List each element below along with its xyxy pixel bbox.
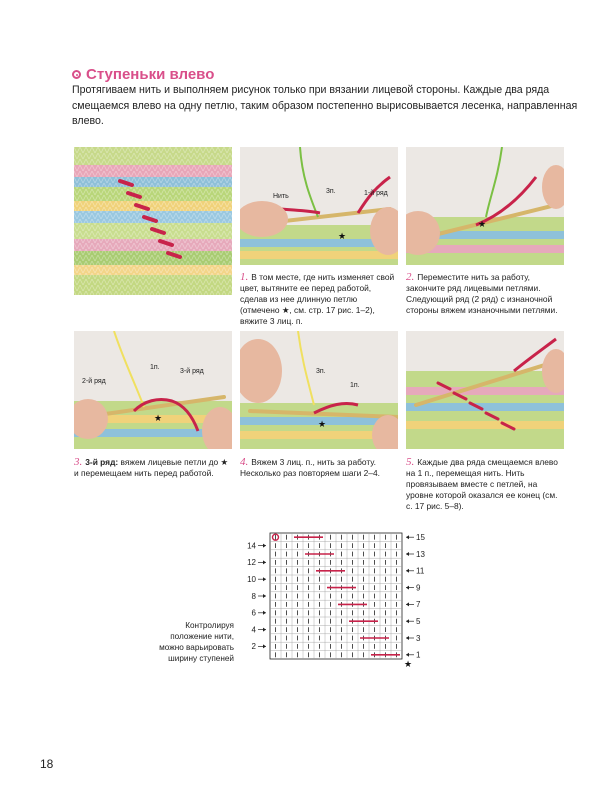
row-label-left: 2 xyxy=(251,642,256,652)
label-row-1: 1-й ряд xyxy=(364,190,388,197)
arrow-head-icon xyxy=(406,602,409,606)
arrow-head-icon xyxy=(406,535,409,539)
row-label-right: 7 xyxy=(416,600,421,610)
page-number: 18 xyxy=(40,757,54,771)
knitting-chart xyxy=(236,530,436,670)
arrow-head-icon xyxy=(406,586,409,590)
star-icon: ★ xyxy=(338,231,347,241)
photo-step-4 xyxy=(240,331,398,449)
step-3-caption: 3. 3-й ряд: вяжем лицевые петли до ★ и перемещаем нить перед работой. xyxy=(74,456,228,478)
row-label-left: 12 xyxy=(247,558,256,568)
photo-step-3 xyxy=(74,331,232,449)
photo-finished-ladder xyxy=(74,147,232,295)
star-icon: ★ xyxy=(404,659,413,669)
row-label-right: 15 xyxy=(416,533,425,542)
arrow-head-icon xyxy=(406,636,409,640)
label-thread: Нить xyxy=(273,193,289,200)
arrow-head-icon xyxy=(263,594,266,598)
arrow-head-icon xyxy=(263,560,266,564)
label-row-2: 2-й ряд xyxy=(82,378,106,385)
label-row-3: 3-й ряд xyxy=(180,368,204,375)
step-5-caption: 5. Каждые два ряда смещаемся влево на 1 п., перемещая нить. Нить провязываем вместе с петлей, на уровне которой оказался ее конец (см. с. 17 рис. 5–8). xyxy=(406,456,558,511)
arrow-head-icon xyxy=(263,544,266,548)
arrow-head-icon xyxy=(406,569,409,573)
row-label-right: 1 xyxy=(416,650,421,660)
step-4-caption: 4. Вяжем 3 лиц. п., нить за работу. Несколько раз повторяем шаги 2–4. xyxy=(240,456,380,478)
label-3-loops: 3п. xyxy=(316,368,326,375)
star-icon: ★ xyxy=(478,219,487,229)
row-label-left: 4 xyxy=(251,625,256,635)
row-label-left: 14 xyxy=(247,541,256,551)
row-label-right: 11 xyxy=(416,566,425,576)
arrow-head-icon xyxy=(263,628,266,632)
label-1-loop: 1п. xyxy=(350,382,360,389)
row-label-left: 10 xyxy=(247,575,256,584)
section-title xyxy=(72,66,214,83)
photo-step-5 xyxy=(406,331,564,449)
section-intro: Протягиваем нить и выполняем рисунок только при вязании лицевой стороны. Каждые два ряда смещаемся влево на одну петлю, таким образом постепенно вырисовывается лесенка, направленная влево. xyxy=(72,84,578,127)
photo-step-1 xyxy=(240,147,398,265)
bullet-icon xyxy=(72,70,81,79)
star-icon: ★ xyxy=(154,413,163,423)
arrow-head-icon xyxy=(406,552,409,556)
row-label-right: 9 xyxy=(416,583,421,593)
arrow-head-icon xyxy=(406,653,409,657)
arrow-head-icon xyxy=(263,644,266,648)
label-1-loop: 1п. xyxy=(150,364,160,371)
arrow-head-icon xyxy=(263,577,266,581)
photo-step-2 xyxy=(406,147,564,265)
row-label-right: 13 xyxy=(416,549,425,559)
star-icon: ★ xyxy=(318,419,327,429)
arrow-head-icon xyxy=(406,619,409,623)
label-3-loops: 3п. xyxy=(326,188,336,195)
section-title-text: Ступеньки влево xyxy=(86,66,215,83)
row-label-left: 8 xyxy=(251,591,256,601)
row-label-right: 5 xyxy=(416,617,421,626)
row-label-left: 6 xyxy=(251,608,256,618)
step-1-caption: 1. В том месте, где нить изменяет свой цвет, вытяните ее перед работой, сделав из нее длинную петлю (отмечено ★, см. стр. 17 рис. 1–2), вяжите 3 лиц. п. xyxy=(240,271,395,326)
row-label-right: 3 xyxy=(416,633,421,643)
step-2-caption: 2. Переместите нить за работу, закончите ряд лицевыми петлями. Следующий ряд (2 ряд) с изнаночной стороны вяжем изнаночными петлями. xyxy=(406,271,558,315)
chart-note: Контролируя положение нити, можно варьировать ширину ступеней xyxy=(159,621,234,663)
arrow-head-icon xyxy=(263,611,266,615)
